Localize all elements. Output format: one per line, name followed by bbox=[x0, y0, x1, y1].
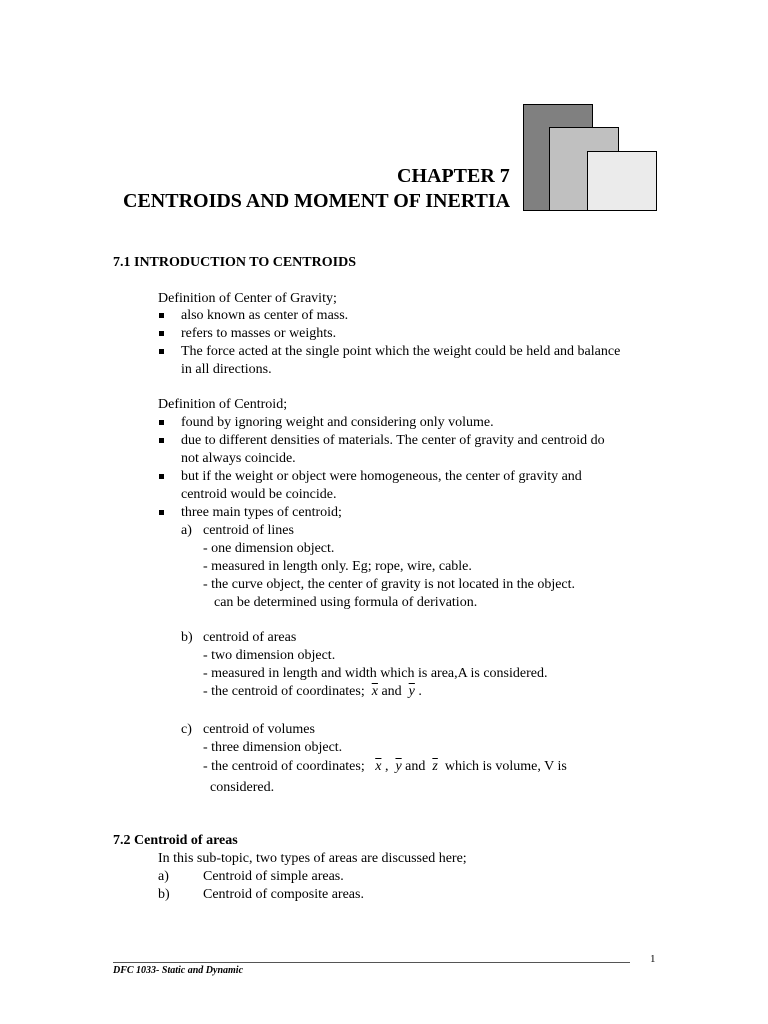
centroid-bullet-1: found by ignoring weight and considering only volume. bbox=[181, 415, 494, 430]
centroid-bullet-2-line-1: due to different densities of materials. The center of gravity and centroid do bbox=[181, 433, 605, 448]
item-b-line-3-text: - the centroid of coordinates; bbox=[203, 684, 365, 699]
cog-bullet-3-line-2: in all directions. bbox=[181, 362, 272, 377]
item-c-tail: which is volume, V is bbox=[444, 759, 567, 774]
item-a-line-1: - one dimension object. bbox=[203, 541, 335, 556]
bullet-icon bbox=[159, 474, 164, 479]
item-c-label: c) bbox=[181, 722, 192, 737]
item-b-line-2: - measured in length and width which is area,A is considered. bbox=[203, 666, 548, 681]
cog-bullet-2: refers to masses or weights. bbox=[181, 326, 337, 341]
s72-intro: In this sub-topic, two types of areas are discussed here; bbox=[158, 851, 467, 866]
item-a-label: a) bbox=[181, 523, 192, 538]
chapter-label: CHAPTER 7 bbox=[397, 165, 510, 187]
item-b-title: centroid of areas bbox=[203, 630, 297, 645]
item-a-line-2: - measured in length only. Eg; rope, wire, cable. bbox=[203, 559, 472, 574]
item-b-and: and bbox=[381, 684, 402, 699]
z-bar-symbol: $\overline{z}$ bbox=[432, 759, 438, 774]
item-c-and: and bbox=[405, 759, 426, 774]
item-a-line-3: - the curve object, the center of gravity is not located in the object. bbox=[203, 577, 576, 592]
section-heading-7-2: 7.2 Centroid of areas bbox=[113, 833, 238, 848]
y-bar-symbol: $\overline{y}$ bbox=[408, 684, 415, 699]
page-number: 1 bbox=[650, 953, 656, 965]
decor-square-light bbox=[587, 151, 657, 211]
centroid-bullet-4: three main types of centroid; bbox=[181, 505, 342, 520]
x-bar-symbol: $\overline{x}$ bbox=[375, 759, 382, 774]
item-c-line-2: - the centroid of coordinates; $\overline{x}$ , $\overline{y}$ and $\overline{z}$ which is volume, V is bbox=[203, 759, 567, 774]
centroid-title: Definition of Centroid; bbox=[158, 397, 288, 412]
centroid-bullet-2-line-2: not always coincide. bbox=[181, 451, 296, 466]
bullet-icon bbox=[159, 510, 164, 515]
item-c-line-1: - three dimension object. bbox=[203, 740, 343, 755]
bullet-icon bbox=[159, 313, 164, 318]
cog-bullet-1: also known as center of mass. bbox=[181, 308, 349, 323]
s72-a-text: Centroid of simple areas. bbox=[203, 869, 344, 884]
section-heading-7-1: 7.1 INTRODUCTION TO CENTROIDS bbox=[113, 255, 356, 270]
footer-course: DFC 1033- Static and Dynamic bbox=[113, 965, 244, 976]
centroid-bullet-3-line-1: but if the weight or object were homogeneous, the center of gravity and bbox=[181, 469, 582, 484]
item-a-line-4: can be determined using formula of derivation. bbox=[214, 595, 478, 610]
item-c-title: centroid of volumes bbox=[203, 722, 315, 737]
cog-title: Definition of Center of Gravity; bbox=[158, 291, 337, 306]
bullet-icon bbox=[159, 420, 164, 425]
chapter-title: CENTROIDS AND MOMENT OF INERTIA bbox=[123, 190, 511, 212]
x-bar-symbol: $\overline{x}$ bbox=[371, 684, 378, 699]
y-bar-symbol: $\overline{y}$ bbox=[395, 759, 402, 774]
footer-rule bbox=[113, 962, 630, 963]
s72-a-label: a) bbox=[158, 869, 169, 884]
bullet-icon bbox=[159, 331, 164, 336]
bullet-icon bbox=[159, 349, 164, 354]
item-c-line-2-text: - the centroid of coordinates; bbox=[203, 759, 365, 774]
item-b-line-3: - the centroid of coordinates; $\overline{x}$ and $\overline{y}$ . bbox=[203, 684, 422, 699]
item-b-label: b) bbox=[181, 630, 193, 645]
centroid-bullet-3-line-2: centroid would be coincide. bbox=[181, 487, 337, 502]
item-c-line-3: considered. bbox=[210, 780, 275, 795]
bullet-icon bbox=[159, 438, 164, 443]
s72-b-label: b) bbox=[158, 887, 170, 902]
s72-b-text: Centroid of composite areas. bbox=[203, 887, 364, 902]
cog-bullet-3-line-1: The force acted at the single point which the weight could be held and balance bbox=[181, 344, 621, 359]
item-a-title: centroid of lines bbox=[203, 523, 294, 538]
item-b-line-1: - two dimension object. bbox=[203, 648, 336, 663]
